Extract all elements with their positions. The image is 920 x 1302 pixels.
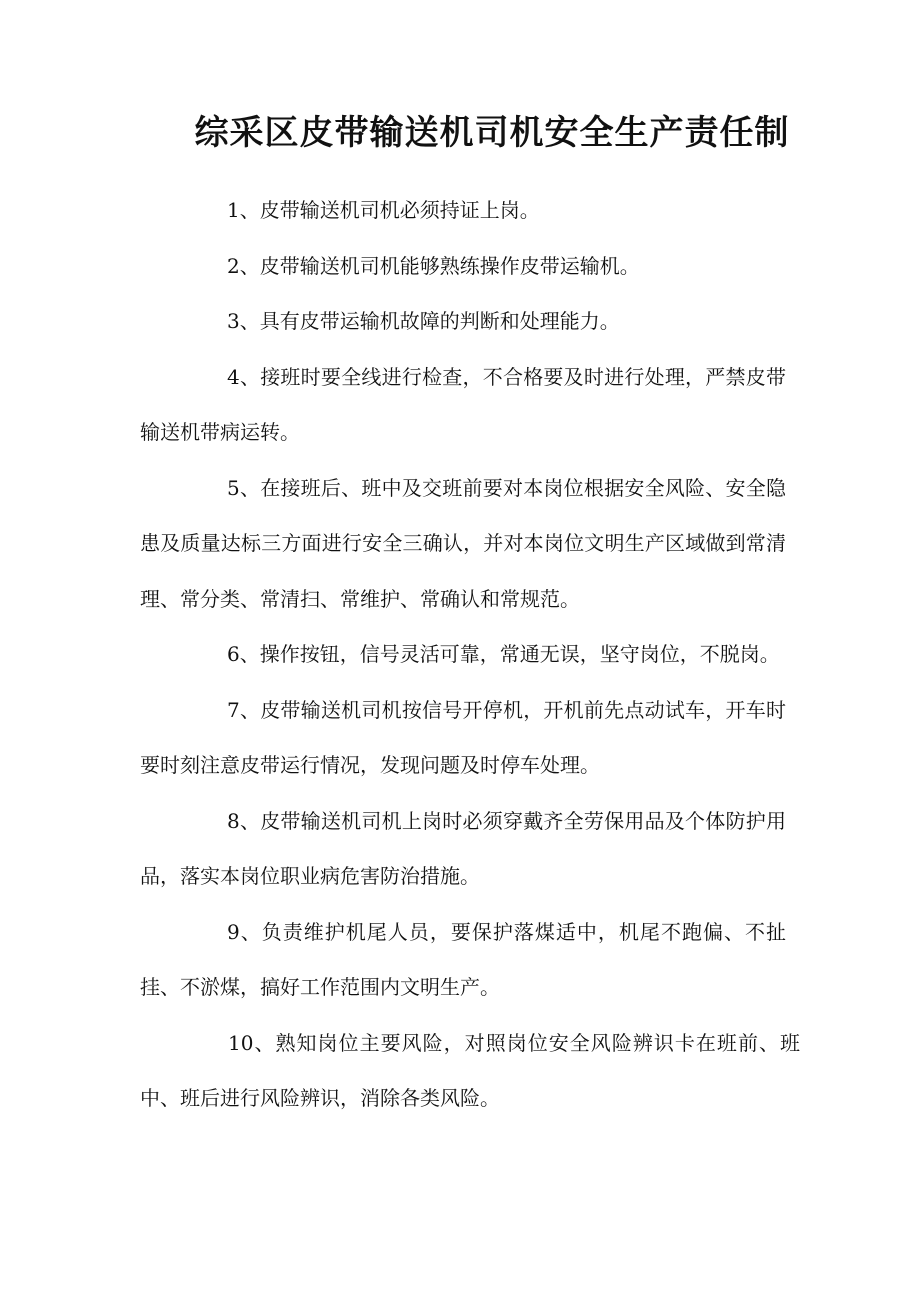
responsibility-item-5: 5、在接班后、班中及交班前要对本岗位根据安全风险、安全隐患及质量达标三方面进行安全三确认，并对本岗位文明生产区域做到常清理、常分类、常清扫、常维护、常确认和常规范。 bbox=[140, 475, 786, 611]
responsibility-item-8: 8、皮带输送机司机上岗时必须穿戴齐全劳保用品及个体防护用品，落实本岗位职业病危害防治措施。 bbox=[140, 808, 786, 888]
responsibility-item-2: 2、皮带输送机司机能够熟练操作皮带运输机。 bbox=[227, 253, 640, 278]
responsibility-item-4: 4、接班时要全线进行检查，不合格要及时进行处理，严禁皮带输送机带病运转。 bbox=[140, 364, 786, 444]
responsibility-item-6: 6、操作按钮，信号灵活可靠，常通无误，坚守岗位，不脱岗。 bbox=[227, 642, 780, 666]
responsibility-item-9: 9、负责维护机尾人员，要保护落煤适中，机尾不跑偏、不扯挂、不淤煤，搞好工作范围内文明生产。 bbox=[140, 919, 786, 999]
responsibility-item-10: 10、熟知岗位主要风险，对照岗位安全风险辨识卡在班前、班中、班后进行风险辨识，消除各类风险。 bbox=[140, 1030, 800, 1110]
responsibility-item-1: 1、皮带输送机司机必须持证上岗。 bbox=[227, 198, 540, 222]
responsibility-item-7: 7、皮带输送机司机按信号开停机，开机前先点动试车，开车时要时刻注意皮带运行情况，发现问题及时停车处理。 bbox=[140, 697, 786, 777]
document-body bbox=[140, 183, 800, 1127]
document-title: 综采区皮带输送机司机安全生产责任制 bbox=[194, 113, 790, 153]
responsibility-item-3: 3、具有皮带运输机故障的判断和处理能力。 bbox=[227, 309, 620, 333]
